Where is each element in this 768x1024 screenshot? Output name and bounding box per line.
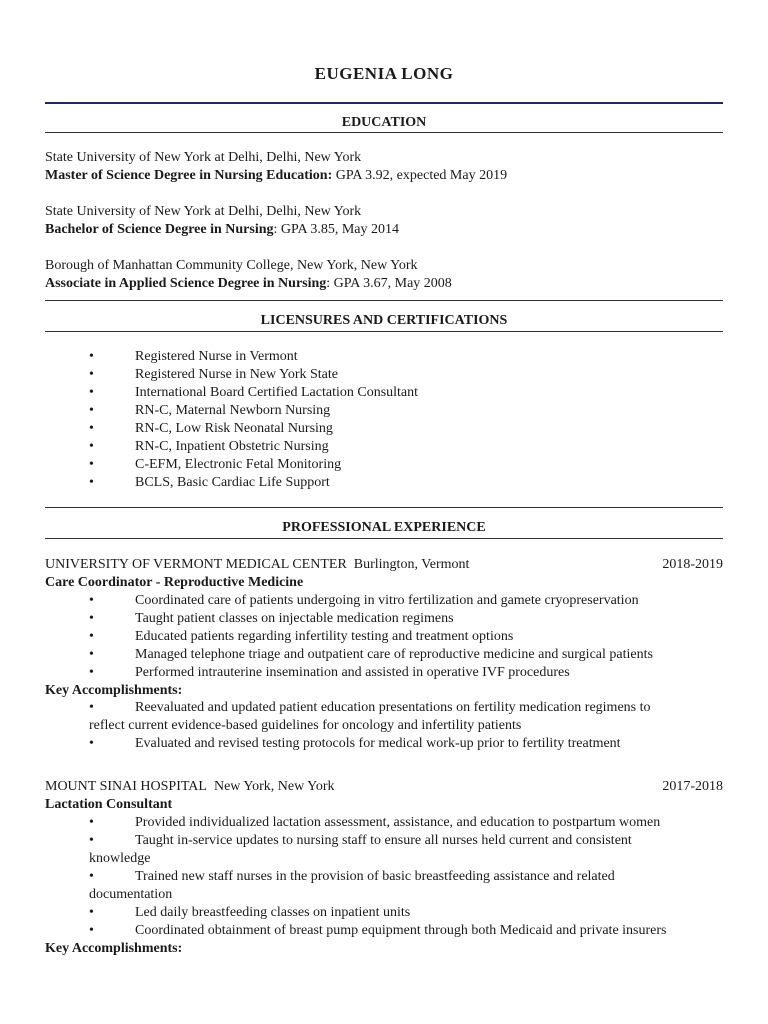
- list-item: [0, 592, 768, 610]
- certification-text: C-EFM, Electronic Fetal Monitoring: [135, 457, 342, 472]
- list-item: [0, 628, 768, 646]
- education-degree-line: [45, 275, 452, 293]
- bullet-icon: •: [89, 593, 94, 608]
- list-item: [0, 366, 768, 384]
- job-location: Burlington, Vermont: [353, 557, 470, 572]
- job-title: Care Coordinator - Reproductive Medicine: [45, 575, 304, 590]
- certification-text: RN-C, Low Risk Neonatal Nursing: [135, 421, 333, 436]
- bullet-icon: •: [89, 833, 94, 848]
- certification-text: Registered Nurse in New York State: [135, 367, 338, 382]
- education-school: Borough of Manhattan Community College, New York, New York: [45, 258, 418, 273]
- certification-text: RN-C, Maternal Newborn Nursing: [135, 403, 331, 418]
- job-employer: MOUNT SINAI HOSPITAL: [45, 779, 207, 794]
- list-item: [0, 420, 768, 438]
- list-item: [0, 610, 768, 628]
- accomplishment-text: Evaluated and revised testing protocols for medical work-up prior to fertility treatment: [135, 736, 621, 751]
- duty-text: Performed intrauterine insemination and assisted in operative IVF procedures: [135, 665, 570, 680]
- job-employer: UNIVERSITY OF VERMONT MEDICAL CENTER: [45, 557, 347, 572]
- bullet-icon: •: [89, 647, 94, 662]
- bullet-icon: •: [89, 385, 94, 400]
- bullet-icon: •: [89, 736, 94, 751]
- list-item: [0, 456, 768, 474]
- education-degree: Bachelor of Science Degree in Nursing: [45, 222, 274, 237]
- section-title-experience: PROFESSIONAL EXPERIENCE: [282, 520, 486, 535]
- accomplishment-text: Reevaluated and updated patient education presentations on fertility medication regimens to: [135, 700, 651, 715]
- duty-text: Coordinated obtainment of breast pump equipment through both Medicaid and private insurers: [135, 923, 667, 938]
- bullet-icon: •: [89, 421, 94, 436]
- bullet-icon: •: [89, 905, 94, 920]
- education-detail: GPA 3.92, expected May 2019: [332, 168, 508, 183]
- list-item: [0, 474, 768, 492]
- bullet-icon: •: [89, 869, 94, 884]
- list-item: [0, 904, 768, 922]
- bullet-icon: •: [89, 611, 94, 626]
- list-item: [0, 402, 768, 420]
- duty-continuation: knowledge: [89, 851, 151, 866]
- key-accomplishments-label: Key Accomplishments:: [45, 941, 183, 956]
- duty-text: Taught patient classes on injectable medication regimens: [135, 611, 454, 626]
- duty-continuation: documentation: [89, 887, 173, 902]
- duty-text: Trained new staff nurses in the provision of basic breastfeeding assistance and related: [135, 869, 615, 884]
- education-degree: Master of Science Degree in Nursing Education:: [45, 168, 333, 183]
- education-degree-line: [45, 221, 399, 239]
- list-item: [0, 832, 768, 850]
- bullet-icon: •: [89, 349, 94, 364]
- section-divider: [45, 331, 723, 332]
- education-detail: : GPA 3.67, May 2008: [326, 276, 452, 291]
- job-location: New York, New York: [213, 779, 335, 794]
- candidate-name: EUGENIA LONG: [314, 64, 454, 83]
- duty-text: Educated patients regarding infertility testing and treatment options: [135, 629, 514, 644]
- section-title-education: EDUCATION: [341, 115, 427, 130]
- key-accomplishments-label: Key Accomplishments:: [45, 683, 183, 698]
- duty-text: Taught in-service updates to nursing staff to ensure all nurses held current and consistent: [135, 833, 632, 848]
- duty-text: Managed telephone triage and outpatient care of reproductive medicine and surgical patients: [135, 647, 653, 662]
- job-employer-line: [45, 556, 469, 574]
- section-title-licensures: LICENSURES AND CERTIFICATIONS: [260, 313, 508, 328]
- accomplishment-continuation: reflect current evidence-based guidelines for oncology and infertility patients: [89, 718, 522, 733]
- bullet-icon: •: [89, 367, 94, 382]
- bullet-icon: •: [89, 475, 94, 490]
- list-item: [0, 922, 768, 940]
- bullet-icon: •: [89, 403, 94, 418]
- job-title: Lactation Consultant: [45, 797, 173, 812]
- education-detail: : GPA 3.85, May 2014: [273, 222, 400, 237]
- duty-text: Provided individualized lactation assessment, assistance, and education to postpartum women: [135, 815, 661, 830]
- certification-text: International Board Certified Lactation Consultant: [135, 385, 419, 400]
- section-divider: [45, 538, 723, 539]
- list-item: [0, 699, 768, 717]
- list-item: [0, 384, 768, 402]
- education-degree: Associate in Applied Science Degree in Nursing: [45, 276, 327, 291]
- list-item: [0, 348, 768, 366]
- education-school: State University of New York at Delhi, Delhi, New York: [45, 204, 362, 219]
- bullet-icon: •: [89, 457, 94, 472]
- job-dates: 2017-2018: [662, 779, 723, 794]
- education-school: State University of New York at Delhi, Delhi, New York: [45, 150, 362, 165]
- duty-text: Led daily breastfeeding classes on inpatient units: [135, 905, 411, 920]
- section-divider: [45, 132, 723, 133]
- duty-text: Coordinated care of patients undergoing in vitro fertilization and gamete cryopreservation: [135, 593, 639, 608]
- bullet-icon: •: [89, 923, 94, 938]
- list-item: [0, 664, 768, 682]
- education-degree-line: [45, 167, 507, 185]
- bullet-icon: •: [89, 665, 94, 680]
- list-item: [0, 438, 768, 456]
- bullet-icon: •: [89, 629, 94, 644]
- list-item: [0, 646, 768, 664]
- job-dates: 2018-2019: [662, 557, 723, 572]
- certification-text: Registered Nurse in Vermont: [135, 349, 298, 364]
- header-divider: [45, 102, 723, 104]
- bullet-icon: •: [89, 439, 94, 454]
- bullet-icon: •: [89, 815, 94, 830]
- job-employer-line: [45, 778, 335, 796]
- certification-text: RN-C, Inpatient Obstetric Nursing: [135, 439, 329, 454]
- section-divider: [45, 300, 723, 301]
- list-item: [0, 814, 768, 832]
- section-divider: [45, 507, 723, 508]
- list-item: [0, 868, 768, 886]
- bullet-icon: •: [89, 700, 94, 715]
- certification-text: BCLS, Basic Cardiac Life Support: [135, 475, 330, 490]
- list-item: [0, 735, 768, 753]
